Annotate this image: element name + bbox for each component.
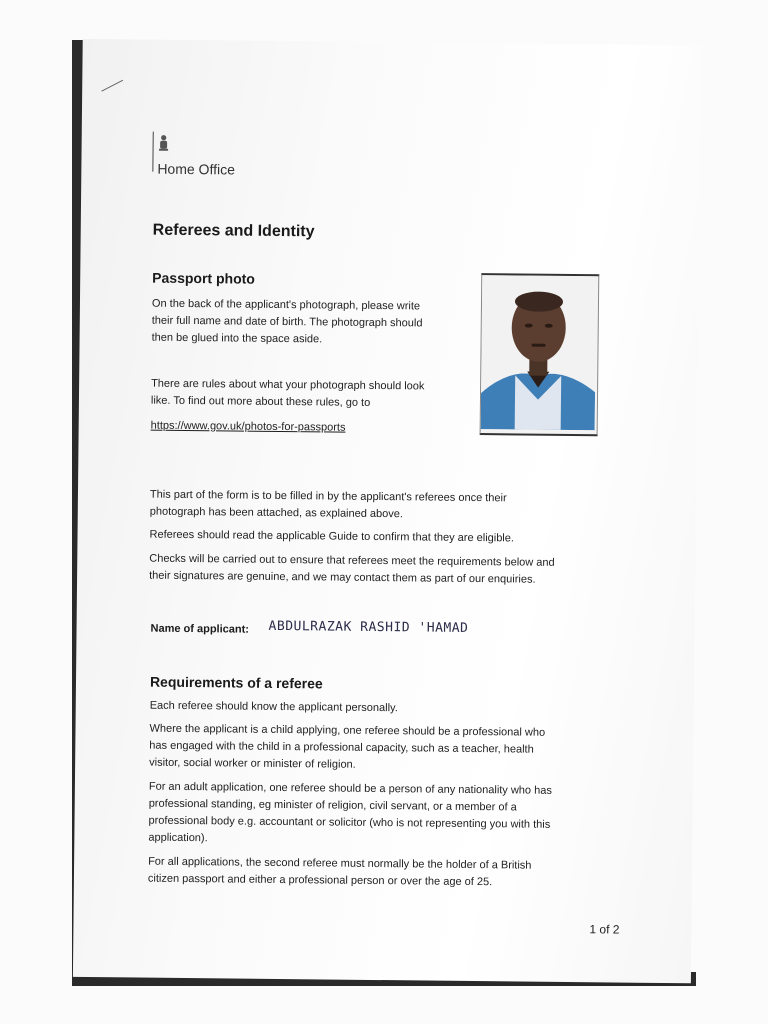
photo-rules-line: There are rules about what your photograph should look bbox=[151, 377, 425, 393]
passport-photo bbox=[480, 273, 600, 436]
guide-note: Referees should read the applicable Guide to confirm that they are eligible. bbox=[149, 528, 515, 545]
requirements-child-line: has engaged with the child in a professional capacity, such as a teacher, health bbox=[149, 739, 534, 756]
requirements-paragraph: Each referee should know the applicant personally. bbox=[149, 699, 398, 715]
photo-instruction-line: their full name and date of birth. The photograph should bbox=[151, 314, 423, 330]
intro-line: This part of the form is to be filled in by the applicant's referees once their bbox=[149, 488, 507, 505]
page-number: 1 of 2 bbox=[589, 922, 620, 937]
organisation-name: Home Office bbox=[157, 160, 236, 178]
requirements-adult-line: professional body e.g. accountant or solicitor (who is not representing you with this bbox=[148, 814, 551, 831]
passport-photo-heading: Passport photo bbox=[152, 269, 255, 287]
page-title: Referees and Identity bbox=[152, 221, 315, 241]
requirements-all-line: citizen passport and either a professional person or over the age of 25. bbox=[147, 872, 493, 889]
applicant-portrait bbox=[481, 275, 597, 430]
requirements-adult-line: For an adult application, one referee should be a person of any nationality who has bbox=[148, 780, 552, 797]
pen-stroke-mark bbox=[101, 80, 123, 92]
checks-note-line: Checks will be carried out to ensure that referees meet the requirements below and bbox=[149, 552, 555, 569]
checks-note-line: their signatures are genuine, and we may contact them as part of our enquiries. bbox=[149, 569, 536, 586]
requirements-heading: Requirements of a referee bbox=[149, 673, 323, 692]
document-page bbox=[73, 39, 701, 983]
photo-rules-line: like. To find out more about these rules, go to bbox=[150, 394, 371, 409]
photo-rules-link[interactable]: https://www.gov.uk/photos-for-passports bbox=[150, 419, 346, 434]
requirements-all-line: For all applications, the second referee must normally be the holder of a British bbox=[148, 855, 532, 872]
requirements-adult-line: application). bbox=[148, 831, 208, 845]
requirements-child-line: Where the applicant is a child applying, one referee should be a professional who bbox=[149, 722, 546, 739]
requirements-adult-line: professional standing, eg minister of religion, civil servant, or a member of a bbox=[148, 797, 517, 814]
applicant-name-value: ABDULRAZAK RASHID 'HAMAD bbox=[268, 618, 469, 636]
requirements-child-line: visitor, social worker or minister of religion. bbox=[149, 756, 356, 771]
royal-crest-icon bbox=[158, 134, 170, 154]
photo-instruction-line: On the back of the applicant's photograph, please write bbox=[151, 297, 421, 313]
intro-line: photograph has been attached, as explained above. bbox=[149, 505, 404, 521]
applicant-name-label: Name of applicant: bbox=[150, 622, 250, 636]
header-divider bbox=[152, 132, 153, 172]
photo-instruction-line: then be glued into the space aside. bbox=[151, 331, 323, 346]
